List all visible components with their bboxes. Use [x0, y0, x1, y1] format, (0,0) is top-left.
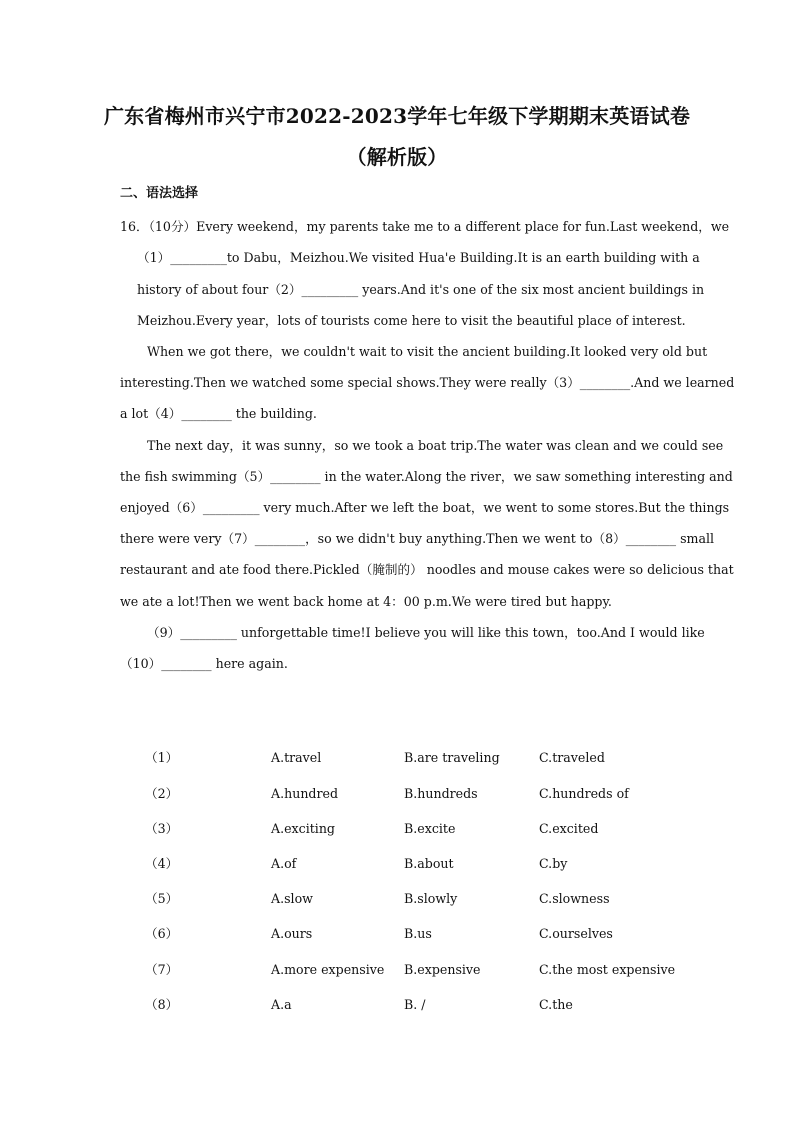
- passage-line: The next day，it was sunny，so we took a boat trip.The water was clean and we could see: [147, 438, 724, 453]
- option-number: （7）: [145, 962, 179, 977]
- passage-line: we ate a lot!Then we went back home at 4：00 p.m.We were tired but happy.: [120, 594, 612, 609]
- option-row: [0, 784, 794, 804]
- option-b: B.expensive: [404, 962, 481, 977]
- option-b: B.are traveling: [404, 750, 500, 765]
- option-c: C.by: [539, 856, 568, 871]
- option-number: （4）: [145, 856, 179, 871]
- option-b: B.about: [404, 856, 454, 871]
- option-row: [0, 924, 794, 944]
- option-row: [0, 889, 794, 909]
- passage-line: When we got there，we couldn't wait to visit the ancient building.It looked very old but: [147, 344, 708, 359]
- option-b: B.us: [404, 926, 432, 941]
- option-b: B.excite: [404, 821, 456, 836]
- option-c: C.ourselves: [539, 926, 613, 941]
- option-a: A.exciting: [271, 821, 335, 836]
- option-row: [0, 960, 794, 980]
- passage-line: （10）________ here again.: [120, 656, 288, 671]
- option-a: A.more expensive: [271, 962, 385, 977]
- option-c: C.hundreds of: [539, 786, 629, 801]
- passage-line: a lot（4）________ the building.: [120, 406, 317, 421]
- option-a: A.a: [271, 997, 292, 1012]
- option-number: （1）: [145, 750, 179, 765]
- passage-line: Meizhou.Every year，lots of tourists come here to visit the beautiful place of interest.: [137, 313, 686, 328]
- option-c: C.traveled: [539, 750, 605, 765]
- passage-line: （1）_________to Dabu，Meizhou.We visited Hua'e Building.It is an earth building with a: [137, 250, 700, 265]
- exam-title: 广东省梅州市兴宁市2022-2023学年七年级下学期期末英语试卷: [103, 104, 691, 128]
- option-row: [0, 748, 794, 768]
- option-row: [0, 995, 794, 1015]
- option-row: [0, 854, 794, 874]
- exam-subtitle: （解析版）: [346, 145, 448, 169]
- passage-line: the fish swimming（5）________ in the water.Along the river，we saw something interesting and: [120, 469, 733, 484]
- option-number: （5）: [145, 891, 179, 906]
- passage-line: interesting.Then we watched some special shows.They were really（3）________.And we learned: [120, 375, 735, 390]
- passage-line: 16．（10分）Every weekend，my parents take me to a different place for fun.Last weekend，we: [120, 219, 730, 234]
- option-a: A.ours: [271, 926, 313, 941]
- option-number: （2）: [145, 786, 179, 801]
- section-heading: 二、语法选择: [120, 186, 199, 201]
- passage-line: enjoyed（6）_________ very much.After we left the boat，we went to some stores.But the things: [120, 500, 730, 515]
- option-c: C.excited: [539, 821, 599, 836]
- passage-line: （9）_________ unforgettable time!I believe you will like this town，too.And I would like: [147, 625, 705, 640]
- option-c: C.the: [539, 997, 573, 1012]
- option-number: （3）: [145, 821, 179, 836]
- option-c: C.the most expensive: [539, 962, 676, 977]
- option-number: （6）: [145, 926, 179, 941]
- option-c: C.slowness: [539, 891, 610, 906]
- option-a: A.slow: [271, 891, 313, 906]
- passage-line: restaurant and ate food there.Pickled（腌制的） noodles and mouse cakes were so delicious that: [120, 562, 734, 577]
- passage-line: there were very（7）________，so we didn't buy anything.Then we went to（8）________ small: [120, 531, 715, 546]
- option-b: B.slowly: [404, 891, 458, 906]
- option-a: A.of: [271, 856, 297, 871]
- option-row: [0, 819, 794, 839]
- option-a: A.travel: [271, 750, 322, 765]
- option-number: （8）: [145, 997, 179, 1012]
- option-b: B.hundreds: [404, 786, 478, 801]
- option-a: A.hundred: [271, 786, 339, 801]
- option-b: B. /: [404, 997, 426, 1012]
- passage-line: history of about four（2）_________ years.And it's one of the six most ancient buildings in: [137, 282, 705, 297]
